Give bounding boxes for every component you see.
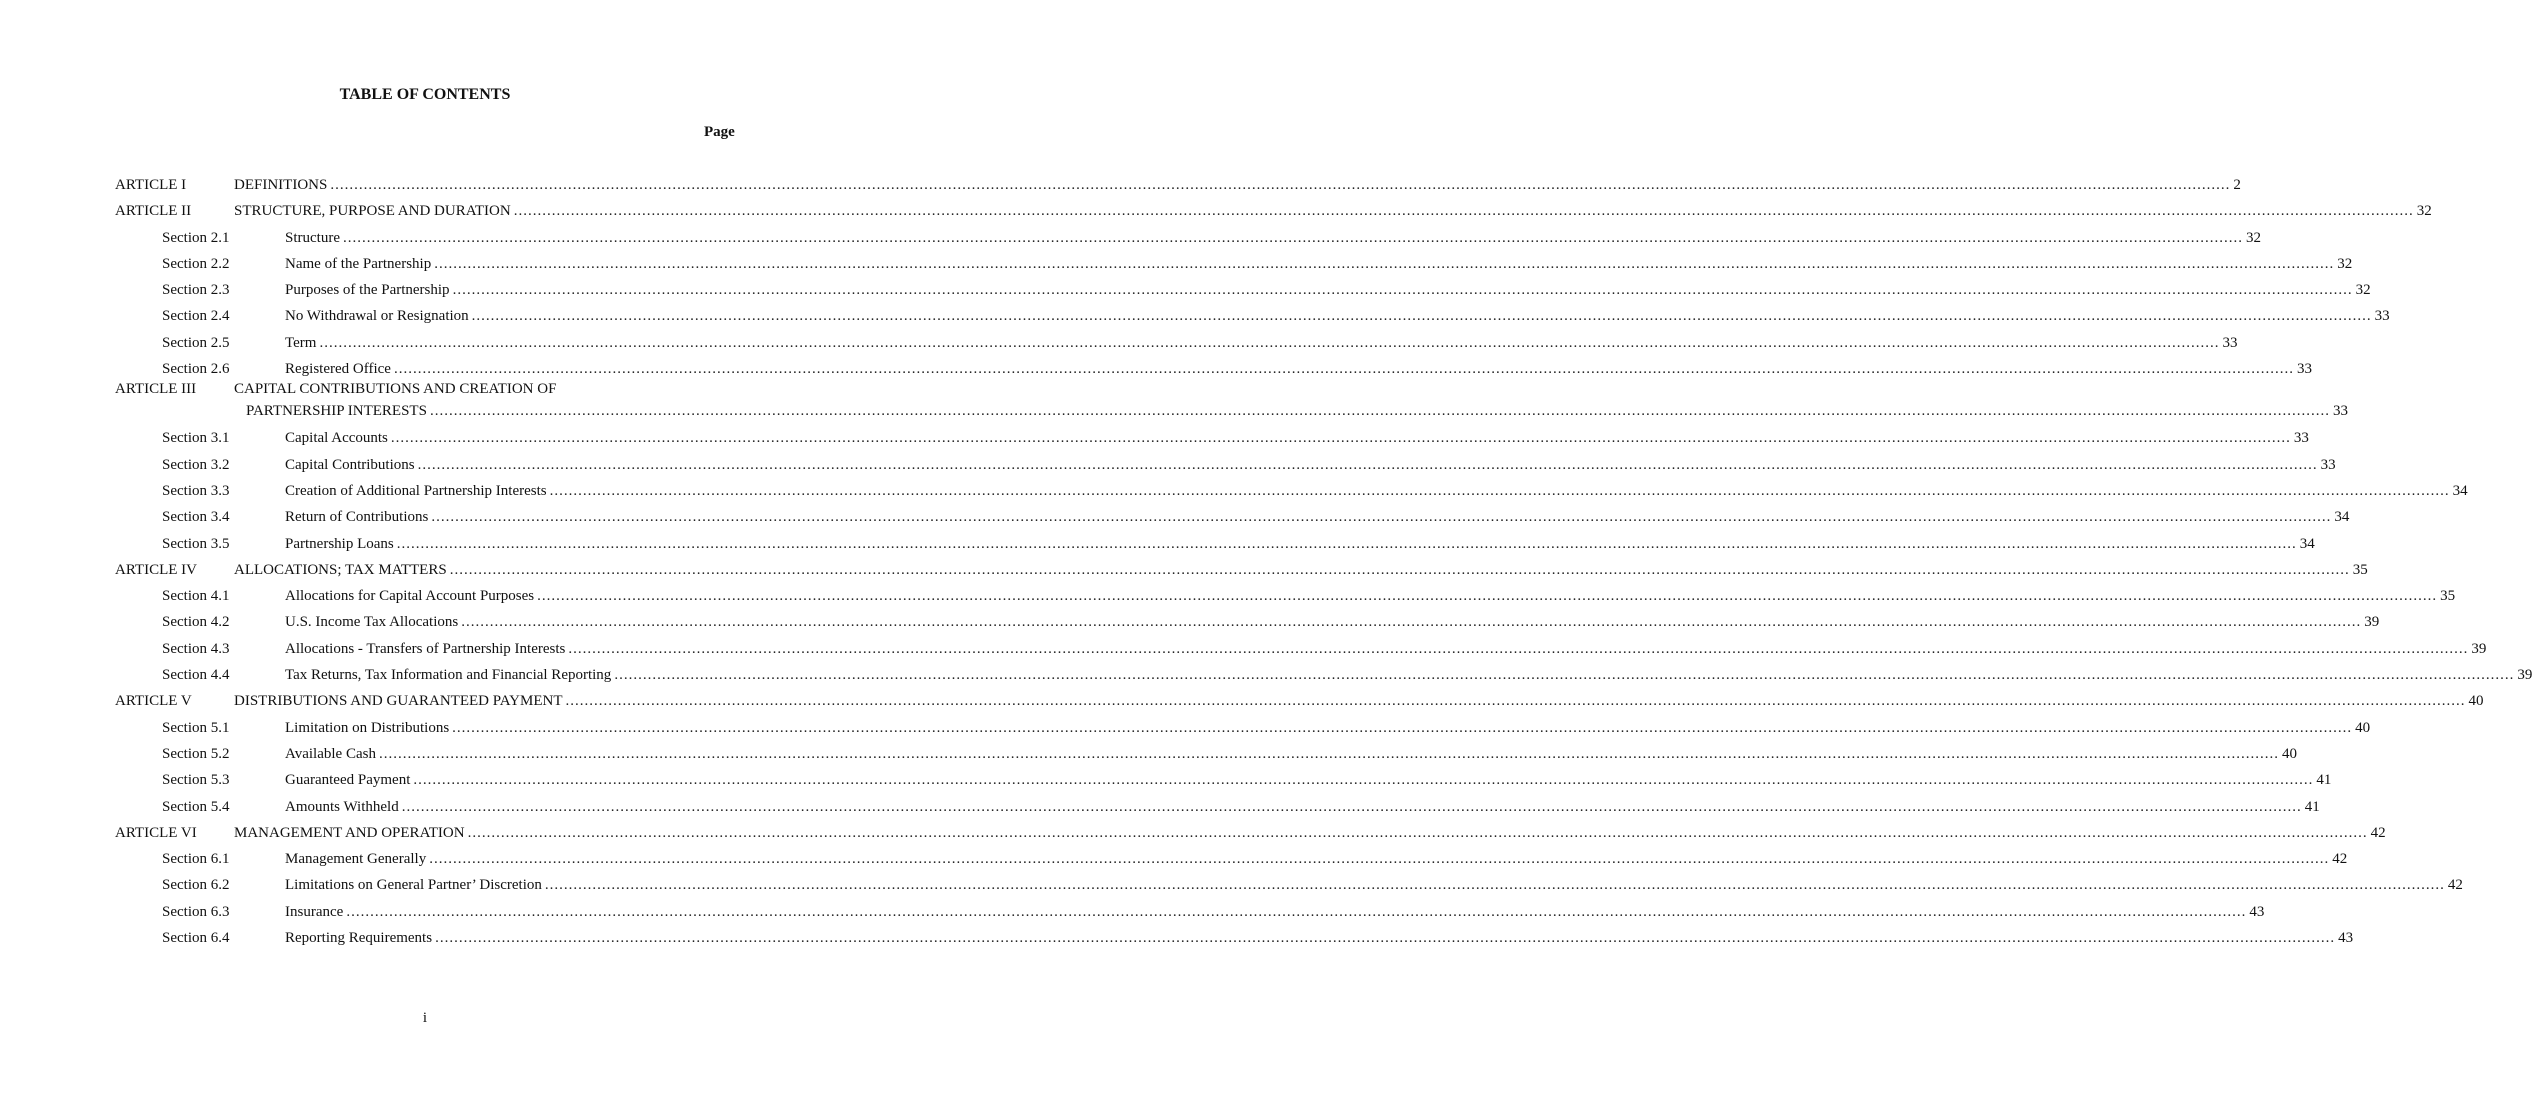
section-title: Name of the Partnership	[285, 255, 432, 272]
dot-leader: ................................................................................................................................................................................................................................................................................................................................................................................................................	[435, 930, 2336, 947]
toc-entry-line	[234, 820, 2386, 846]
toc-entry-line	[285, 846, 2348, 872]
toc-list	[0, 172, 2532, 951]
page-number: 39	[2471, 640, 2487, 657]
page-number: 42	[2332, 851, 2348, 868]
page-number: 40	[2468, 693, 2484, 710]
article-title-continuation: PARTNERSHIP INTERESTS	[246, 403, 427, 420]
toc-entry-line	[285, 925, 2354, 951]
dot-leader: ................................................................................................................................................................................................................................................................................................................................................................................................................	[471, 308, 2372, 325]
section-number: Section 4.3	[162, 640, 230, 657]
dot-leader: ................................................................................................................................................................................................................................................................................................................................................................................................................	[342, 229, 2243, 246]
section-number: Section 5.1	[162, 719, 230, 736]
toc-entry-line	[246, 398, 2348, 424]
toc-entry-line	[285, 636, 2487, 662]
section-title: Structure	[285, 229, 340, 246]
toc-entry-line	[285, 277, 2371, 303]
section-number: Section 4.2	[162, 614, 230, 631]
section-title: Allocations for Capital Account Purposes	[285, 588, 535, 605]
toc-section-entry	[0, 225, 2261, 251]
dot-leader: ................................................................................................................................................................................................................................................................................................................................................................................................................	[319, 334, 2220, 351]
section-title: Management Generally	[285, 851, 427, 868]
toc-entry-line	[285, 531, 2315, 557]
toc-section-entry	[0, 452, 2336, 478]
toc-entry-line	[234, 172, 2241, 198]
toc-section-entry	[0, 277, 2371, 303]
article-title: DISTRIBUTIONS AND GUARANTEED PAYMENT	[234, 693, 563, 710]
article-title: ALLOCATIONS; TAX MATTERS	[234, 561, 447, 578]
page-number: 35	[2440, 588, 2456, 605]
toc-entry-line	[285, 715, 2371, 741]
section-title: Amounts Withheld	[285, 798, 399, 815]
toc-entry-line	[285, 504, 2350, 530]
page-number: 2	[2233, 177, 2241, 193]
article-title: CAPITAL CONTRIBUTIONS AND CREATION OF	[234, 381, 557, 398]
dot-leader: ................................................................................................................................................................................................................................................................................................................................................................................................................	[467, 824, 2368, 841]
page-number: 34	[2299, 535, 2315, 552]
section-number: Section 6.4	[162, 930, 230, 947]
dot-leader: ................................................................................................................................................................................................................................................................................................................................................................................................................	[330, 177, 2231, 193]
section-number: Section 5.3	[162, 772, 230, 789]
page-number: 34	[2452, 482, 2468, 499]
toc-entry-line	[285, 330, 2238, 356]
section-number: Section 3.5	[162, 535, 230, 552]
dot-leader: ................................................................................................................................................................................................................................................................................................................................................................................................................	[434, 255, 2335, 272]
toc-section-entry	[0, 330, 2238, 356]
page-number: 33	[2332, 403, 2348, 420]
toc-entry-line	[285, 583, 2456, 609]
section-number: Section 6.2	[162, 877, 230, 894]
dot-leader: ................................................................................................................................................................................................................................................................................................................................................................................................................	[461, 614, 2362, 631]
section-number: Section 3.3	[162, 482, 230, 499]
article-number: ARTICLE II	[115, 203, 192, 220]
toc-entry-line	[285, 741, 2297, 767]
page-number: 39	[2517, 667, 2532, 684]
section-title: Return of Contributions	[285, 509, 429, 526]
toc-entry-line	[285, 425, 2309, 451]
toc-section-entry	[0, 303, 2390, 329]
section-number: Section 5.2	[162, 745, 230, 762]
section-title: U.S. Income Tax Allocations	[285, 614, 459, 631]
article-number: ARTICLE IV	[115, 561, 198, 578]
page-number: 42	[2447, 877, 2463, 894]
section-title: Capital Contributions	[285, 456, 415, 473]
toc-entry-line	[285, 609, 2380, 635]
section-title: Reporting Requirements	[285, 930, 433, 947]
toc-section-entry	[0, 846, 2348, 872]
section-number: Section 2.1	[162, 229, 230, 246]
page-number: 41	[2304, 798, 2320, 815]
dot-leader: ................................................................................................................................................................................................................................................................................................................................................................................................................	[396, 535, 2297, 552]
section-number: Section 2.4	[162, 308, 230, 325]
toc-entry-line	[285, 767, 2332, 793]
section-number: Section 2.3	[162, 282, 230, 299]
toc-section-entry	[0, 715, 2371, 741]
dot-leader: ................................................................................................................................................................................................................................................................................................................................................................................................................	[393, 361, 2294, 378]
toc-entry-line	[285, 303, 2390, 329]
toc-section-entry	[0, 794, 2320, 820]
toc-entry-line	[285, 662, 2532, 688]
page-number: 41	[2316, 772, 2332, 789]
page-number: 39	[2364, 614, 2380, 631]
toc-section-entry	[0, 872, 2463, 898]
toc-article-entry	[0, 820, 2386, 846]
section-title: Available Cash	[285, 745, 376, 762]
article-number: ARTICLE III	[115, 381, 197, 398]
page-number: 35	[2352, 561, 2368, 578]
page-number: 32	[2416, 203, 2432, 220]
section-number: Section 3.4	[162, 509, 230, 526]
page-number: 33	[2293, 430, 2309, 447]
toc-section-entry	[0, 425, 2309, 451]
page-number: 33	[2296, 361, 2312, 378]
footer-page-number: i	[422, 1010, 428, 1026]
dot-leader: ................................................................................................................................................................................................................................................................................................................................................................................................................	[401, 798, 2302, 815]
article-number: ARTICLE I	[115, 177, 187, 193]
toc-entry-line	[285, 872, 2463, 898]
toc-article-entry	[0, 381, 2348, 425]
dot-leader: ................................................................................................................................................................................................................................................................................................................................................................................................................	[549, 482, 2450, 499]
section-number: Section 5.4	[162, 798, 230, 815]
dot-leader: ................................................................................................................................................................................................................................................................................................................................................................................................................	[378, 745, 2279, 762]
toc-section-entry	[0, 767, 2332, 793]
page-number: 33	[2320, 456, 2336, 473]
article-title: DEFINITIONS	[234, 177, 328, 193]
section-title: Tax Returns, Tax Information and Financial Reporting	[285, 667, 612, 684]
page-number: 33	[2222, 334, 2238, 351]
section-title: Limitation on Distributions	[285, 719, 450, 736]
toc-article-entry	[0, 557, 2368, 583]
section-number: Section 2.5	[162, 334, 230, 351]
toc-article-entry	[0, 172, 2241, 198]
section-title: Partnership Loans	[285, 535, 394, 552]
toc-section-entry	[0, 504, 2350, 530]
section-title: No Withdrawal or Resignation	[285, 308, 469, 325]
section-number: Section 2.6	[162, 361, 230, 378]
dot-leader: ................................................................................................................................................................................................................................................................................................................................................................................................................	[568, 640, 2469, 657]
toc-section-entry	[0, 531, 2315, 557]
section-title: Purposes of the Partnership	[285, 282, 450, 299]
page-number: 32	[2355, 282, 2371, 299]
toc-section-entry	[0, 609, 2380, 635]
toc-section-entry	[0, 478, 2468, 504]
section-number: Section 2.2	[162, 255, 230, 272]
section-title: Registered Office	[285, 361, 391, 378]
section-title: Guaranteed Payment	[285, 772, 411, 789]
section-number: Section 4.4	[162, 667, 230, 684]
toc-entry-line	[234, 557, 2368, 583]
dot-leader: ................................................................................................................................................................................................................................................................................................................................................................................................................	[449, 561, 2350, 578]
dot-leader: ................................................................................................................................................................................................................................................................................................................................................................................................................	[390, 430, 2291, 447]
page-number: 43	[2249, 903, 2265, 920]
section-title: Allocations - Transfers of Partnership Interests	[285, 640, 566, 657]
article-number: ARTICLE VI	[115, 824, 197, 841]
page-column-heading: Page	[704, 124, 735, 140]
toc-entry-line	[285, 251, 2353, 277]
toc-section-entry	[0, 741, 2297, 767]
toc-section-entry	[0, 662, 2532, 688]
section-title: Limitations on General Partner’ Discretion	[285, 877, 542, 894]
dot-leader: ................................................................................................................................................................................................................................................................................................................................................................................................................	[429, 403, 2330, 420]
toc-entry-line	[285, 452, 2336, 478]
toc-entry-line	[285, 225, 2261, 251]
toc-article-entry	[0, 688, 2484, 714]
page-number: 33	[2374, 308, 2390, 325]
toc-entry-line	[285, 899, 2265, 925]
dot-leader: ................................................................................................................................................................................................................................................................................................................................................................................................................	[452, 719, 2353, 736]
toc-section-entry	[0, 899, 2265, 925]
dot-leader: ................................................................................................................................................................................................................................................................................................................................................................................................................	[537, 588, 2438, 605]
dot-leader: ................................................................................................................................................................................................................................................................................................................................................................................................................	[429, 851, 2330, 868]
article-title: STRUCTURE, PURPOSE AND DURATION	[234, 203, 511, 220]
section-number: Section 6.3	[162, 903, 230, 920]
article-number: ARTICLE V	[115, 693, 192, 710]
dot-leader: ................................................................................................................................................................................................................................................................................................................................................................................................................	[346, 903, 2247, 920]
page-number: 43	[2338, 930, 2354, 947]
dot-leader: ................................................................................................................................................................................................................................................................................................................................................................................................................	[565, 693, 2466, 710]
dot-leader: ................................................................................................................................................................................................................................................................................................................................................................................................................	[417, 456, 2318, 473]
page-number: 32	[2337, 255, 2353, 272]
toc-section-entry	[0, 636, 2487, 662]
section-title: Capital Accounts	[285, 430, 388, 447]
page-number: 42	[2370, 824, 2386, 841]
dot-leader: ................................................................................................................................................................................................................................................................................................................................................................................................................	[452, 282, 2353, 299]
toc-section-entry	[0, 583, 2456, 609]
article-title: MANAGEMENT AND OPERATION	[234, 824, 465, 841]
toc-entry-line	[285, 794, 2320, 820]
page-number: 40	[2355, 719, 2371, 736]
toc-entry-line	[234, 198, 2432, 224]
section-number: Section 3.2	[162, 456, 230, 473]
toc-entry-line	[234, 688, 2484, 714]
section-number: Section 3.1	[162, 430, 230, 447]
dot-leader: ................................................................................................................................................................................................................................................................................................................................................................................................................	[544, 877, 2445, 894]
section-title: Insurance	[285, 903, 344, 920]
section-number: Section 4.1	[162, 588, 230, 605]
page-number: 40	[2281, 745, 2297, 762]
toc-section-entry	[0, 251, 2353, 277]
dot-leader: ................................................................................................................................................................................................................................................................................................................................................................................................................	[413, 772, 2314, 789]
toc-article-entry	[0, 198, 2432, 224]
dot-leader: ................................................................................................................................................................................................................................................................................................................................................................................................................	[513, 203, 2414, 220]
section-title: Creation of Additional Partnership Interests	[285, 482, 547, 499]
section-number: Section 6.1	[162, 851, 230, 868]
toc-title: TABLE OF CONTENTS	[339, 86, 511, 103]
page-number: 34	[2334, 509, 2350, 526]
toc-section-entry	[0, 925, 2354, 951]
dot-leader: ................................................................................................................................................................................................................................................................................................................................................................................................................	[614, 667, 2515, 684]
dot-leader: ................................................................................................................................................................................................................................................................................................................................................................................................................	[431, 509, 2332, 526]
toc-entry-line	[285, 478, 2468, 504]
page-number: 32	[2245, 229, 2261, 246]
section-title: Term	[285, 334, 317, 351]
